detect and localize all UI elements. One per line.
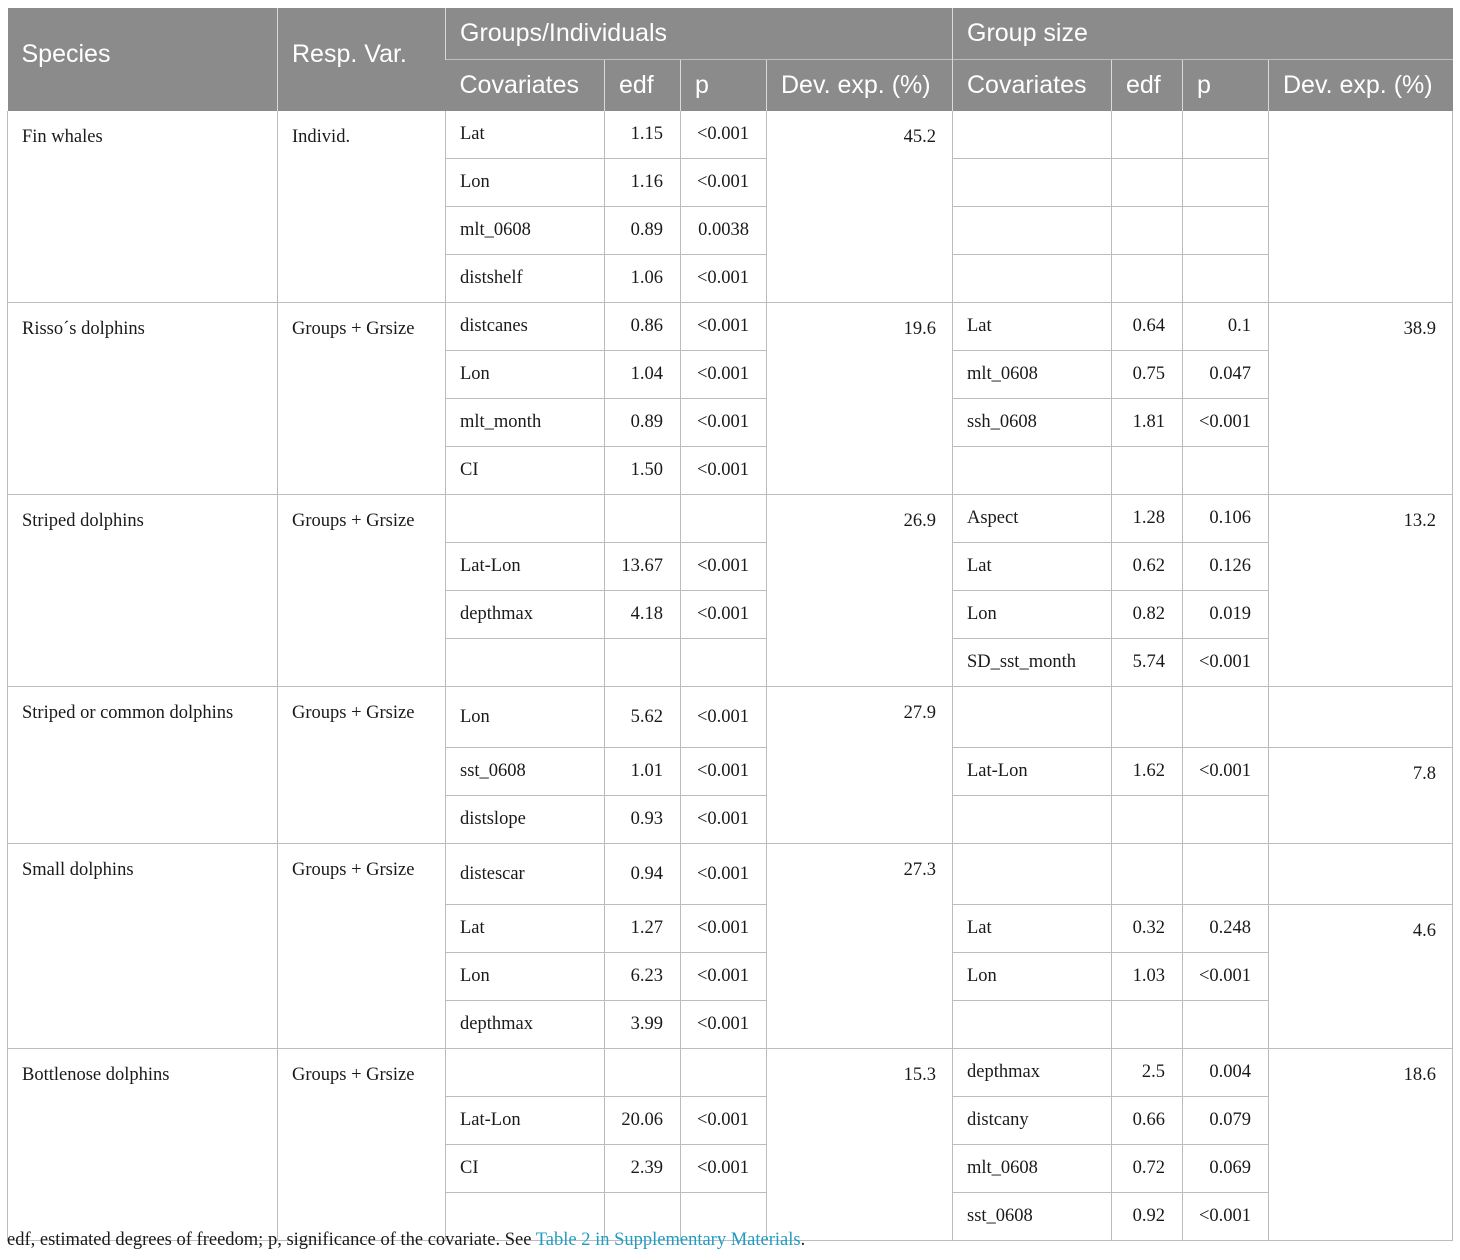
gi-p-cell: <0.001 [681, 159, 767, 207]
gi-covariate-cell [446, 1049, 605, 1097]
resp-var-cell: Groups + Grsize [278, 1049, 446, 1241]
gi-covariate-cell: Lon [446, 953, 605, 1001]
gs-dev-exp-cell: 18.6 [1269, 1049, 1453, 1241]
gi-covariate-cell: depthmax [446, 1001, 605, 1049]
gi-covariate-cell [446, 495, 605, 543]
gs-p-cell [1183, 687, 1269, 748]
gs-covariate-cell [953, 796, 1112, 844]
table-row [8, 303, 1453, 351]
gs-covariate-cell: ssh_0608 [953, 399, 1112, 447]
gi-edf-cell: 1.04 [605, 351, 681, 399]
gi-covariate-cell: distshelf [446, 255, 605, 303]
species-cell: Bottlenose dolphins [8, 1049, 278, 1241]
gs-edf-cell [1112, 1001, 1183, 1049]
gi-edf-cell: 6.23 [605, 953, 681, 1001]
gi-covariate-cell: distescar [446, 844, 605, 905]
gi-p-cell: <0.001 [681, 591, 767, 639]
resp-var-cell: Groups + Grsize [278, 844, 446, 1049]
gs-p-cell: <0.001 [1183, 748, 1269, 796]
gi-edf-cell: 0.89 [605, 399, 681, 447]
gs-dev-exp-cell [1269, 844, 1453, 905]
gs-p-cell: <0.001 [1183, 953, 1269, 1001]
gi-edf-cell: 0.93 [605, 796, 681, 844]
table-row [8, 844, 1453, 905]
resp-var-cell: Groups + Grsize [278, 495, 446, 687]
gi-edf-cell: 1.01 [605, 748, 681, 796]
gi-edf-cell: 3.99 [605, 1001, 681, 1049]
resp-var-cell: Individ. [278, 111, 446, 303]
gs-covariate-cell: Lon [953, 953, 1112, 1001]
gi-edf-cell [605, 495, 681, 543]
gi-dev-exp-cell: 27.3 [767, 844, 953, 1049]
gs-edf-cell [1112, 796, 1183, 844]
gi-p-cell: <0.001 [681, 796, 767, 844]
gi-covariate-cell: Lat-Lon [446, 1097, 605, 1145]
gi-dev-exp-cell: 45.2 [767, 111, 953, 303]
gi-covariate-cell: mlt_month [446, 399, 605, 447]
header-species: Species [8, 8, 278, 111]
gs-p-cell [1183, 255, 1269, 303]
gs-edf-cell: 0.72 [1112, 1145, 1183, 1193]
gs-covariate-cell: distcany [953, 1097, 1112, 1145]
gi-dev-exp-cell: 26.9 [767, 495, 953, 687]
gi-covariate-cell: CI [446, 1145, 605, 1193]
gi-p-cell: <0.001 [681, 687, 767, 748]
gi-p-cell: <0.001 [681, 399, 767, 447]
gi-dev-exp-cell: 27.9 [767, 687, 953, 844]
table-row [8, 687, 1453, 748]
gi-p-cell [681, 1049, 767, 1097]
gi-edf-cell: 1.16 [605, 159, 681, 207]
gs-covariate-cell: Lat [953, 905, 1112, 953]
species-cell: Striped dolphins [8, 495, 278, 687]
gs-p-cell: 0.019 [1183, 591, 1269, 639]
gs-p-cell [1183, 796, 1269, 844]
gi-p-cell: <0.001 [681, 543, 767, 591]
gs-edf-cell [1112, 687, 1183, 748]
resp-var-cell: Groups + Grsize [278, 687, 446, 844]
gs-edf-cell: 0.62 [1112, 543, 1183, 591]
gi-covariate-cell: Lon [446, 159, 605, 207]
gs-edf-cell [1112, 255, 1183, 303]
gs-dev-exp-cell: 38.9 [1269, 303, 1453, 495]
gs-edf-cell: 5.74 [1112, 639, 1183, 687]
gs-p-cell: 0.004 [1183, 1049, 1269, 1097]
table-row [8, 1049, 1453, 1097]
subheader-gs-edf: edf [1112, 60, 1183, 112]
gi-edf-cell: 4.18 [605, 591, 681, 639]
gi-p-cell: <0.001 [681, 447, 767, 495]
gi-edf-cell: 0.89 [605, 207, 681, 255]
gs-covariate-cell [953, 159, 1112, 207]
gi-p-cell: <0.001 [681, 303, 767, 351]
species-cell: Risso´s dolphins [8, 303, 278, 495]
gi-p-cell: <0.001 [681, 351, 767, 399]
gs-covariate-cell: Lat [953, 303, 1112, 351]
subheader-gi-edf: edf [605, 60, 681, 112]
gs-p-cell [1183, 447, 1269, 495]
header-row-groups [8, 8, 1453, 60]
gi-covariate-cell: depthmax [446, 591, 605, 639]
supplementary-link[interactable]: Table 2 in Supplementary Materials [535, 1230, 801, 1250]
gi-edf-cell: 1.15 [605, 111, 681, 159]
gi-edf-cell: 1.50 [605, 447, 681, 495]
gs-covariate-cell [953, 207, 1112, 255]
gs-edf-cell: 1.03 [1112, 953, 1183, 1001]
gs-covariate-cell [953, 111, 1112, 159]
resp-var-cell: Groups + Grsize [278, 303, 446, 495]
gs-edf-cell: 1.62 [1112, 748, 1183, 796]
gs-edf-cell: 0.92 [1112, 1193, 1183, 1241]
gs-covariate-cell [953, 255, 1112, 303]
gs-dev-exp-cell [1269, 111, 1453, 303]
footnote-end: . [800, 1230, 806, 1250]
gs-covariate-cell: mlt_0608 [953, 1145, 1112, 1193]
gi-edf-cell: 1.27 [605, 905, 681, 953]
results-table [7, 8, 1453, 1241]
table-row [8, 495, 1453, 543]
subheader-gi-covariates: Covariates [446, 60, 605, 112]
gs-dev-exp-cell: 13.2 [1269, 495, 1453, 687]
subheader-gs-p: p [1183, 60, 1269, 112]
gs-covariate-cell [953, 447, 1112, 495]
gs-p-cell: <0.001 [1183, 399, 1269, 447]
gi-covariate-cell: mlt_0608 [446, 207, 605, 255]
gs-covariate-cell: Lat [953, 543, 1112, 591]
gs-edf-cell: 0.66 [1112, 1097, 1183, 1145]
gi-p-cell: <0.001 [681, 844, 767, 905]
footnote-text: edf, estimated degrees of freedom; p, significance of the covariate. See [7, 1230, 536, 1250]
gi-p-cell: 0.0038 [681, 207, 767, 255]
gs-p-cell [1183, 159, 1269, 207]
gi-dev-exp-cell: 19.6 [767, 303, 953, 495]
gs-p-cell: 0.248 [1183, 905, 1269, 953]
table-body [8, 111, 1453, 1241]
gs-dev-exp-cell: 4.6 [1269, 905, 1453, 1049]
gi-edf-cell [605, 1049, 681, 1097]
species-cell: Fin whales [8, 111, 278, 303]
gs-edf-cell: 1.81 [1112, 399, 1183, 447]
gs-edf-cell: 0.75 [1112, 351, 1183, 399]
gi-p-cell: <0.001 [681, 1001, 767, 1049]
gi-p-cell: <0.001 [681, 255, 767, 303]
gs-p-cell: 0.079 [1183, 1097, 1269, 1145]
gs-p-cell: 0.047 [1183, 351, 1269, 399]
table-footnote [7, 1230, 805, 1251]
gs-edf-cell: 0.82 [1112, 591, 1183, 639]
gi-edf-cell: 0.94 [605, 844, 681, 905]
gi-p-cell [681, 639, 767, 687]
gs-covariate-cell: SD_sst_month [953, 639, 1112, 687]
gs-edf-cell [1112, 111, 1183, 159]
gs-covariate-cell: Lon [953, 591, 1112, 639]
gi-edf-cell: 0.86 [605, 303, 681, 351]
gs-covariate-cell: depthmax [953, 1049, 1112, 1097]
gi-covariate-cell: Lat [446, 905, 605, 953]
gs-covariate-cell: mlt_0608 [953, 351, 1112, 399]
gs-edf-cell: 0.32 [1112, 905, 1183, 953]
gs-p-cell [1183, 1001, 1269, 1049]
gs-covariate-cell [953, 687, 1112, 748]
gi-p-cell [681, 495, 767, 543]
gi-covariate-cell: sst_0608 [446, 748, 605, 796]
header-group-size: Group size [953, 8, 1453, 60]
subheader-gi-dev-exp: Dev. exp. (%) [767, 60, 953, 112]
species-cell: Small dolphins [8, 844, 278, 1049]
gi-covariate-cell: Lat-Lon [446, 543, 605, 591]
gs-p-cell: 0.069 [1183, 1145, 1269, 1193]
gs-p-cell: 0.106 [1183, 495, 1269, 543]
table-row [8, 111, 1453, 159]
gi-p-cell: <0.001 [681, 111, 767, 159]
gs-covariate-cell: sst_0608 [953, 1193, 1112, 1241]
gi-p-cell: <0.001 [681, 905, 767, 953]
gs-edf-cell: 0.64 [1112, 303, 1183, 351]
gs-covariate-cell [953, 1001, 1112, 1049]
gs-covariate-cell [953, 844, 1112, 905]
gs-covariate-cell: Lat-Lon [953, 748, 1112, 796]
gi-edf-cell: 5.62 [605, 687, 681, 748]
gs-p-cell: 0.126 [1183, 543, 1269, 591]
gi-dev-exp-cell: 15.3 [767, 1049, 953, 1241]
gi-covariate-cell [446, 639, 605, 687]
gs-edf-cell: 1.28 [1112, 495, 1183, 543]
header-groups-individuals: Groups/Individuals [446, 8, 953, 60]
gs-edf-cell [1112, 844, 1183, 905]
gi-p-cell: <0.001 [681, 953, 767, 1001]
gs-p-cell [1183, 111, 1269, 159]
gs-dev-exp-cell: 7.8 [1269, 748, 1453, 844]
gi-edf-cell: 20.06 [605, 1097, 681, 1145]
gs-edf-cell [1112, 159, 1183, 207]
gi-covariate-cell: Lon [446, 351, 605, 399]
gi-covariate-cell: CI [446, 447, 605, 495]
gi-covariate-cell: distslope [446, 796, 605, 844]
gs-edf-cell [1112, 447, 1183, 495]
gs-edf-cell [1112, 207, 1183, 255]
gi-p-cell: <0.001 [681, 1097, 767, 1145]
gs-dev-exp-cell [1269, 687, 1453, 748]
gi-edf-cell: 13.67 [605, 543, 681, 591]
gs-covariate-cell: Aspect [953, 495, 1112, 543]
gi-covariate-cell: Lon [446, 687, 605, 748]
gs-p-cell: <0.001 [1183, 1193, 1269, 1241]
gs-p-cell: 0.1 [1183, 303, 1269, 351]
gi-edf-cell: 2.39 [605, 1145, 681, 1193]
gi-p-cell: <0.001 [681, 748, 767, 796]
gi-p-cell: <0.001 [681, 1145, 767, 1193]
gs-p-cell [1183, 207, 1269, 255]
subheader-gi-p: p [681, 60, 767, 112]
gi-edf-cell: 1.06 [605, 255, 681, 303]
gi-covariate-cell: distcanes [446, 303, 605, 351]
gs-p-cell: <0.001 [1183, 639, 1269, 687]
gi-covariate-cell: Lat [446, 111, 605, 159]
gi-edf-cell [605, 639, 681, 687]
species-cell: Striped or common dolphins [8, 687, 278, 844]
subheader-gs-covariates: Covariates [953, 60, 1112, 112]
subheader-gs-dev-exp: Dev. exp. (%) [1269, 60, 1453, 112]
gs-p-cell [1183, 844, 1269, 905]
header-resp-var: Resp. Var. [278, 8, 446, 111]
gs-edf-cell: 2.5 [1112, 1049, 1183, 1097]
